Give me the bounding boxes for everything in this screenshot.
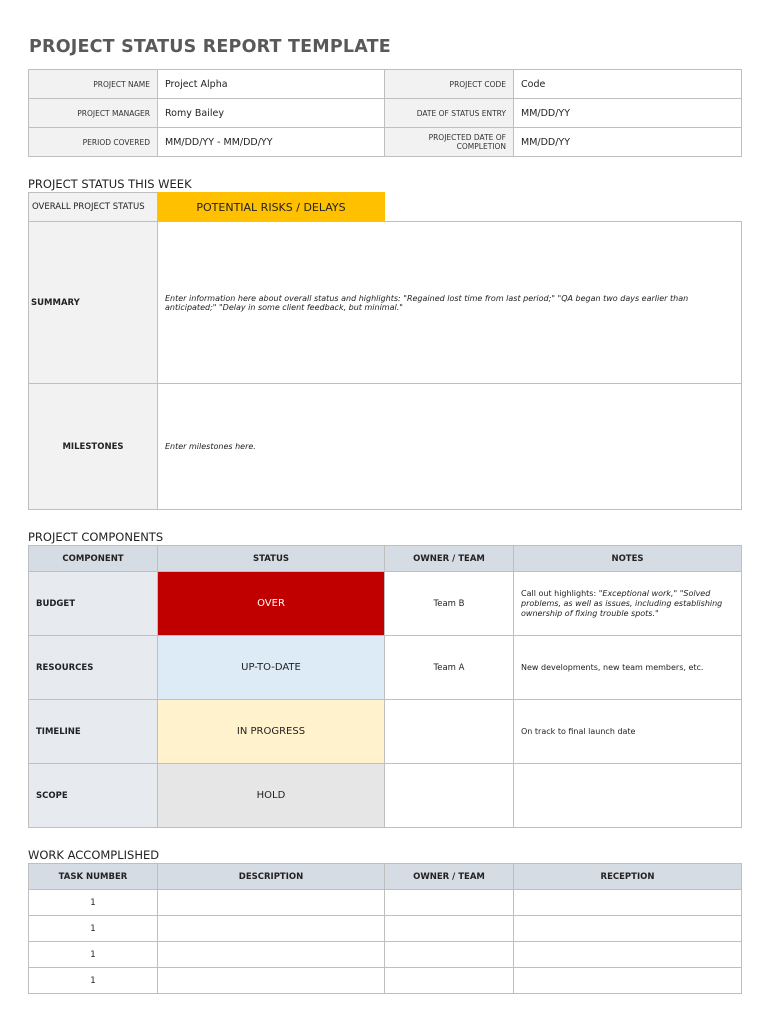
components-table (28, 545, 742, 828)
summary-table (28, 221, 742, 510)
date-entry-value[interactable]: MM/DD/YY (514, 99, 742, 128)
period-covered-label: PERIOD COVERED (29, 128, 158, 157)
work-accomplished-table (28, 863, 742, 994)
task-description[interactable] (158, 916, 385, 942)
date-entry-label: DATE OF STATUS ENTRY (385, 99, 514, 128)
table-row (29, 764, 742, 828)
task-description[interactable] (158, 890, 385, 916)
task-owner[interactable] (385, 890, 514, 916)
notes-text: Call out highlights: (521, 588, 599, 598)
notes-quote: "Exceptional work," "Solved problems, as well as issues, including establishing ownership of fixing trouble spots." (521, 588, 723, 618)
column-header-task-number: TASK NUMBER (29, 864, 158, 890)
component-status[interactable]: OVER (158, 572, 385, 636)
column-header-owner: OWNER / TEAM (385, 864, 514, 890)
component-status[interactable]: UP-TO-DATE (158, 636, 385, 700)
task-reception[interactable] (514, 968, 742, 994)
component-owner[interactable]: Team A (385, 636, 514, 700)
component-name: SCOPE (29, 764, 158, 828)
overall-status-table (28, 192, 385, 222)
milestones-label: MILESTONES (29, 384, 158, 510)
notes-text: New developments, new team members, etc. (521, 662, 704, 672)
work-heading: WORK ACCOMPLISHED (28, 848, 160, 862)
component-notes[interactable] (514, 764, 742, 828)
overall-status-label: OVERALL PROJECT STATUS (29, 193, 158, 222)
project-name-label: PROJECT NAME (29, 70, 158, 99)
task-reception[interactable] (514, 890, 742, 916)
status-week-heading: PROJECT STATUS THIS WEEK (28, 177, 192, 191)
component-owner[interactable]: Team B (385, 572, 514, 636)
task-owner[interactable] (385, 942, 514, 968)
column-header-component: COMPONENT (29, 546, 158, 572)
component-notes[interactable] (514, 700, 742, 764)
period-covered-value[interactable]: MM/DD/YY - MM/DD/YY (158, 128, 385, 157)
summary-label: SUMMARY (29, 222, 158, 384)
table-row (29, 700, 742, 764)
project-code-label: PROJECT CODE (385, 70, 514, 99)
column-header-owner: OWNER / TEAM (385, 546, 514, 572)
notes-text: On track to final launch date (521, 726, 636, 736)
table-row (29, 890, 742, 916)
table-row (29, 916, 742, 942)
page-title: PROJECT STATUS REPORT TEMPLATE (29, 37, 391, 57)
table-row (29, 636, 742, 700)
component-name: TIMELINE (29, 700, 158, 764)
table-row (29, 942, 742, 968)
column-header-notes: NOTES (514, 546, 742, 572)
task-description[interactable] (158, 942, 385, 968)
task-reception[interactable] (514, 942, 742, 968)
overall-status-badge[interactable]: POTENTIAL RISKS / DELAYS (158, 193, 385, 222)
completion-date-label: PROJECTED DATE OF COMPLETION (385, 128, 514, 157)
project-manager-value[interactable]: Romy Bailey (158, 99, 385, 128)
work-table-body (29, 890, 742, 994)
component-owner[interactable] (385, 700, 514, 764)
table-row (29, 572, 742, 636)
summary-text[interactable]: Enter information here about overall status and highlights: "Regained lost time from last period;" "QA began two days earlier than anticipated;" "Delay in some client feedback, but minimal." (158, 222, 742, 384)
component-name: RESOURCES (29, 636, 158, 700)
project-manager-label: PROJECT MANAGER (29, 99, 158, 128)
component-status[interactable]: HOLD (158, 764, 385, 828)
component-name: BUDGET (29, 572, 158, 636)
completion-date-value[interactable]: MM/DD/YY (514, 128, 742, 157)
project-name-value[interactable]: Project Alpha (158, 70, 385, 99)
task-number[interactable]: 1 (29, 942, 158, 968)
column-header-status: STATUS (158, 546, 385, 572)
task-description[interactable] (158, 968, 385, 994)
component-owner[interactable] (385, 764, 514, 828)
components-table-body (29, 572, 742, 828)
column-header-reception: RECEPTION (514, 864, 742, 890)
task-number[interactable]: 1 (29, 968, 158, 994)
task-number[interactable]: 1 (29, 916, 158, 942)
project-code-value[interactable]: Code (514, 70, 742, 99)
task-owner[interactable] (385, 916, 514, 942)
task-reception[interactable] (514, 916, 742, 942)
milestones-text[interactable]: Enter milestones here. (158, 384, 742, 510)
task-owner[interactable] (385, 968, 514, 994)
components-heading: PROJECT COMPONENTS (28, 530, 164, 544)
project-info-table (28, 69, 742, 157)
table-row (29, 968, 742, 994)
task-number[interactable]: 1 (29, 890, 158, 916)
info-row (29, 70, 742, 99)
component-status[interactable]: IN PROGRESS (158, 700, 385, 764)
column-header-description: DESCRIPTION (158, 864, 385, 890)
info-row (29, 99, 742, 128)
info-row (29, 128, 742, 157)
component-notes[interactable] (514, 572, 742, 636)
component-notes[interactable] (514, 636, 742, 700)
